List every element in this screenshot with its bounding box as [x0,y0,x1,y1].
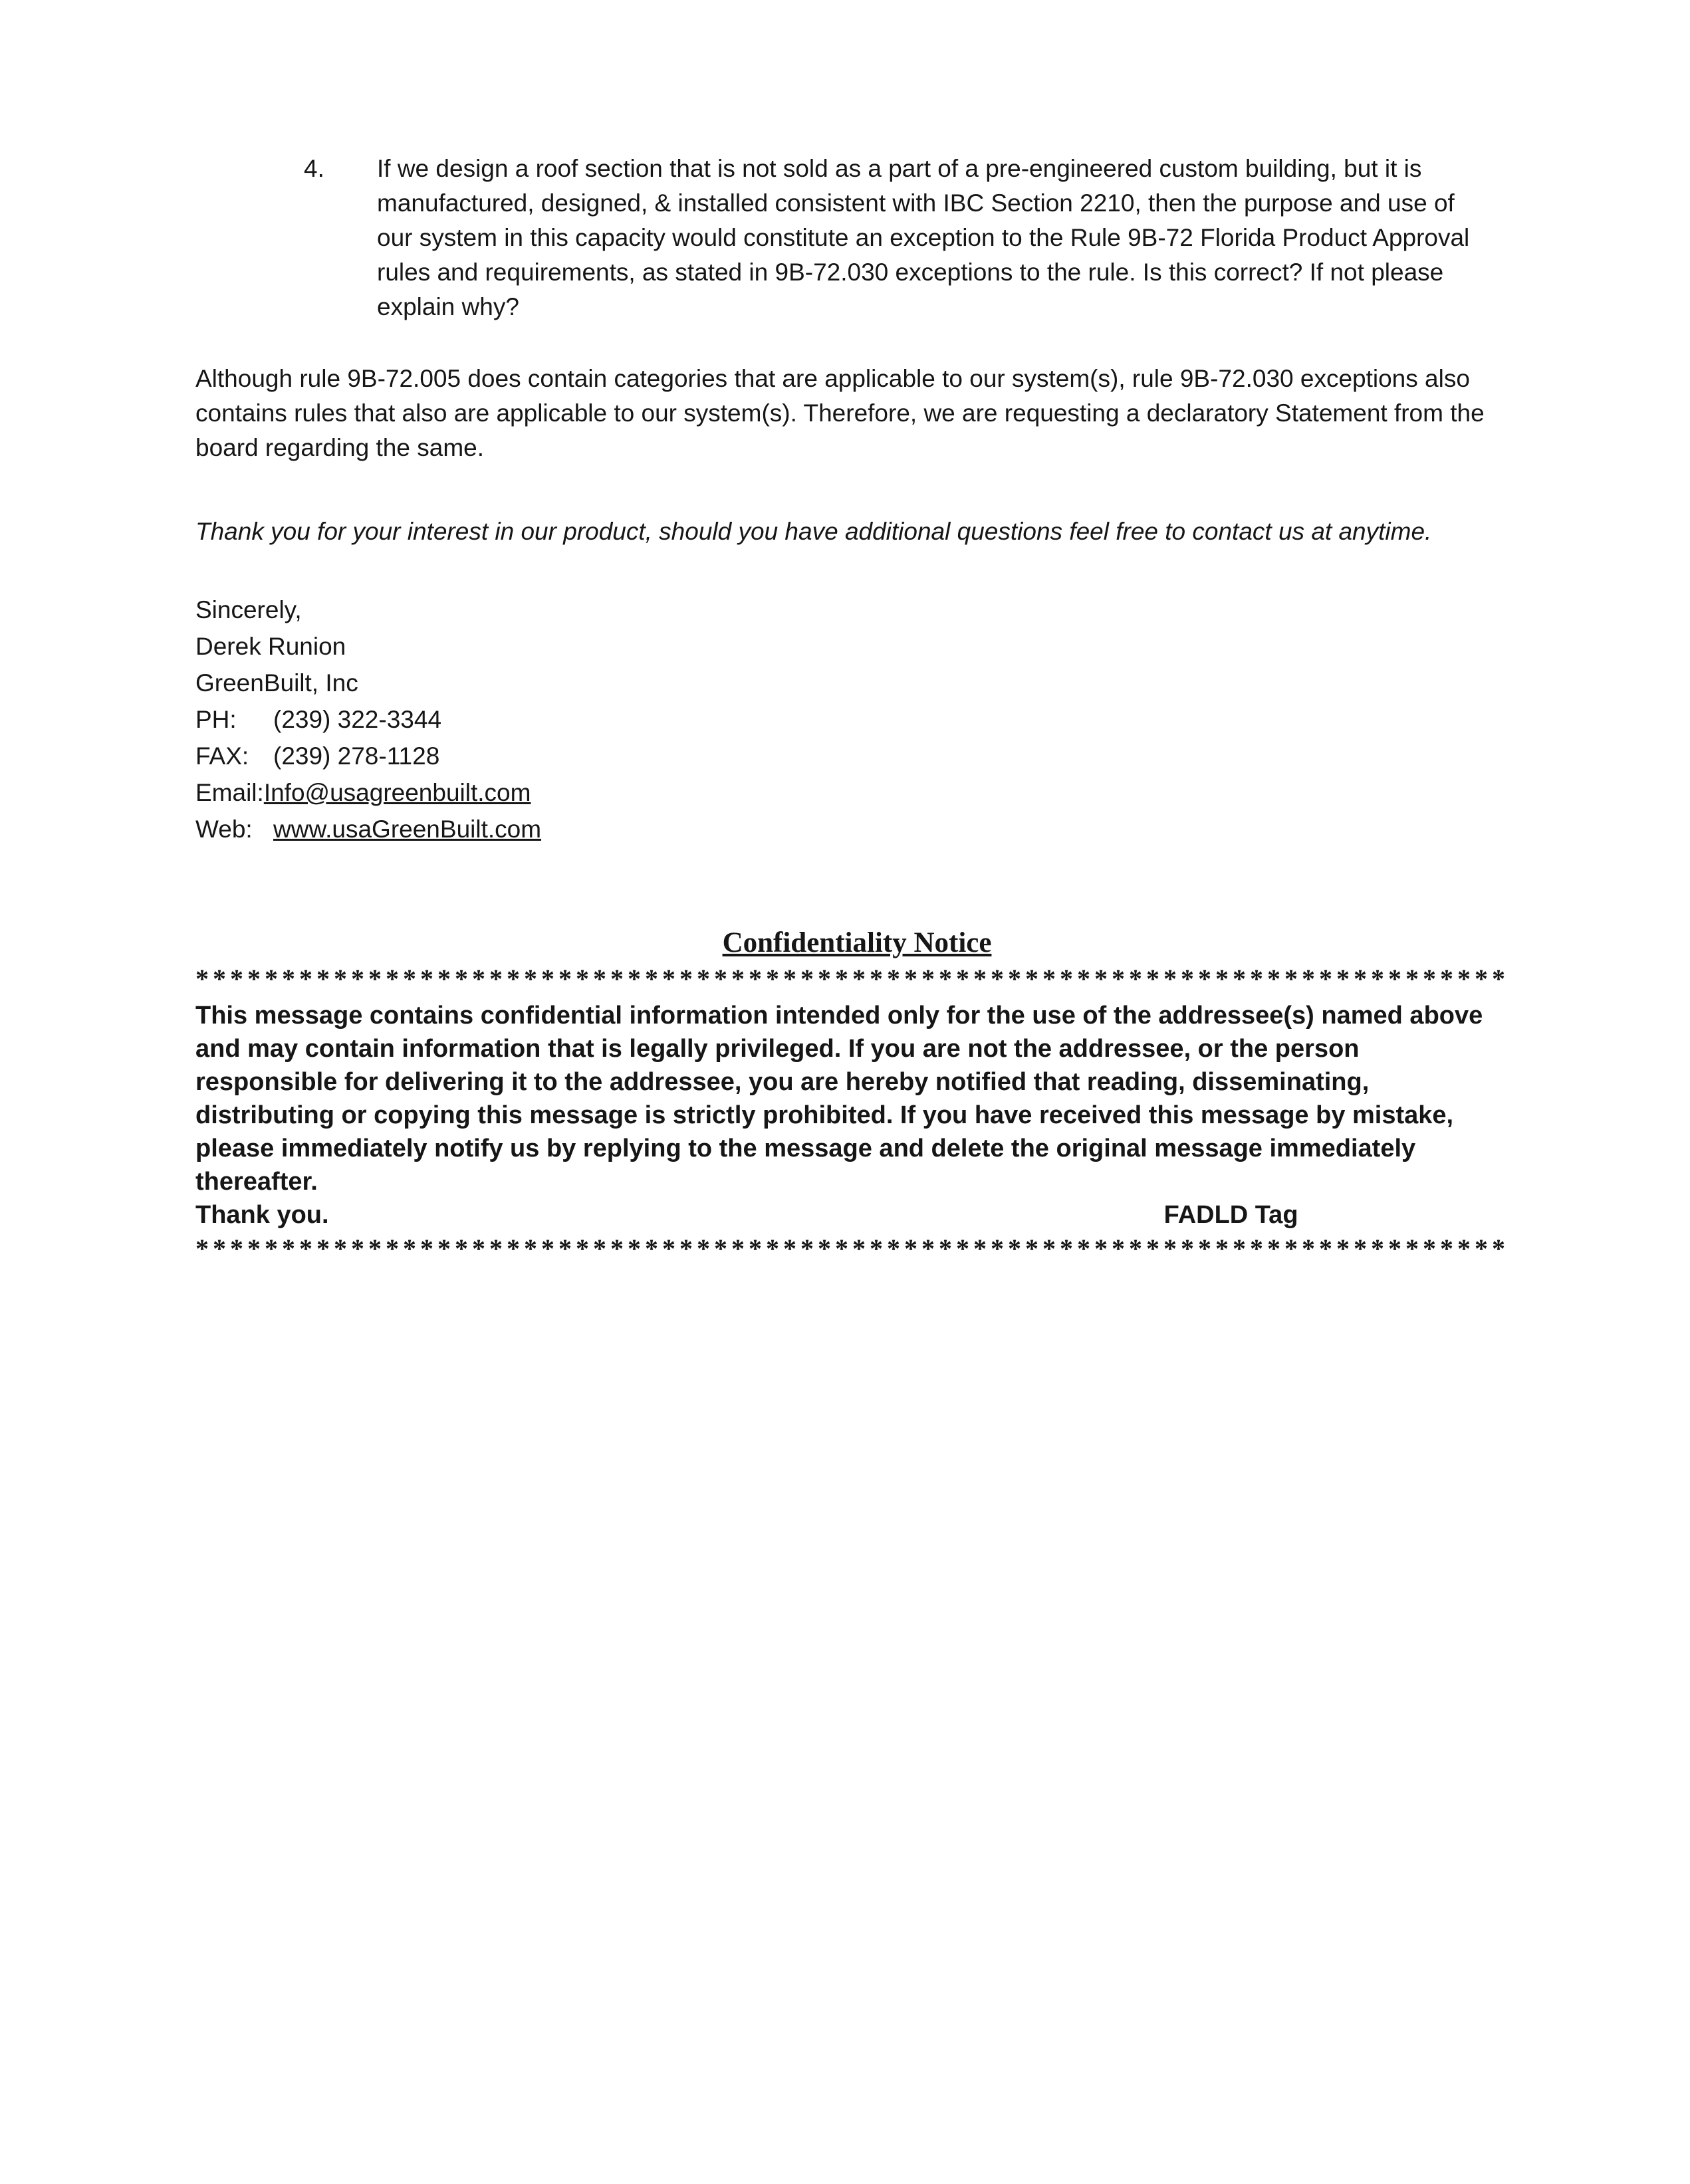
signature-name: Derek Runion [195,633,346,660]
web-line [195,811,1520,847]
confidentiality-heading [195,926,1518,960]
phone-number: (239) 322-3344 [273,706,442,733]
fax-number: (239) 278-1128 [273,742,440,770]
confidentiality-section [195,926,1520,1265]
asterisk-divider-top: **************************************************************************** [195,964,1509,994]
fax-label: FAX: [195,742,249,770]
paragraph-although: Although rule 9B-72.005 does contain categories that are applicable to our system(s), rule 9B-72.030 exceptions also contains rules that also are applicable to our system(s). Therefore, we are requesting a declaratory Statement from the board regarding the same. [195,365,1485,461]
email-label: Email: [195,779,264,806]
item-4-text: If we design a roof section that is not sold as a part of a pre-engineered custom building, but it is manufactured, designed, & installed consistent with IBC Section 2210, then the purpose and use of our system in this capacity would constitute an exception to the Rule 9B-72 Florida Product Approval rules and requirements, as stated in 9B-72.030 exceptions to the rule. Is this correct? If not please explain why? [377,155,1470,320]
signature-company: GreenBuilt, Inc [195,669,358,697]
item-4-number: 4. [304,155,324,182]
thank-you-text: Thank you. [195,1201,329,1229]
email-link[interactable]: Info@usagreenbuilt.com [263,779,531,806]
confidentiality-body: This message contains confidential information intended only for the use of the addressee(s) named above and may contain information that is legally privileged. If you are not the addressee, or the person responsible for delivering it to the addressee, you are hereby notified that reading, disseminating, distributing or copying this message is strictly prohibited. If you have received this message by mistake, please immediately notify us by replying to the message and delete the original message immediately thereafter. [195,1002,1483,1196]
signature-closing: Sincerely, [195,596,302,623]
fadld-tag: FADLD Tag [1163,1201,1298,1229]
thank-you-row [195,1198,1522,1232]
paragraph-thank-you-interest: Thank you for your interest in our product, should you have additional questions feel free to contact us at anytime. [195,518,1432,545]
confidentiality-heading-text: Confidentiality Notice [722,927,992,958]
asterisk-divider-bottom: **************************************************************************** [195,1234,1509,1263]
phone-label: PH: [195,706,237,733]
list-item-4 [195,152,1520,324]
website-link[interactable]: www.usaGreenBuilt.com [273,816,542,843]
fax-line [195,738,1520,774]
email-line [195,774,1520,811]
signature-block [195,592,1520,847]
web-label: Web: [195,816,253,843]
phone-line [195,701,1520,738]
